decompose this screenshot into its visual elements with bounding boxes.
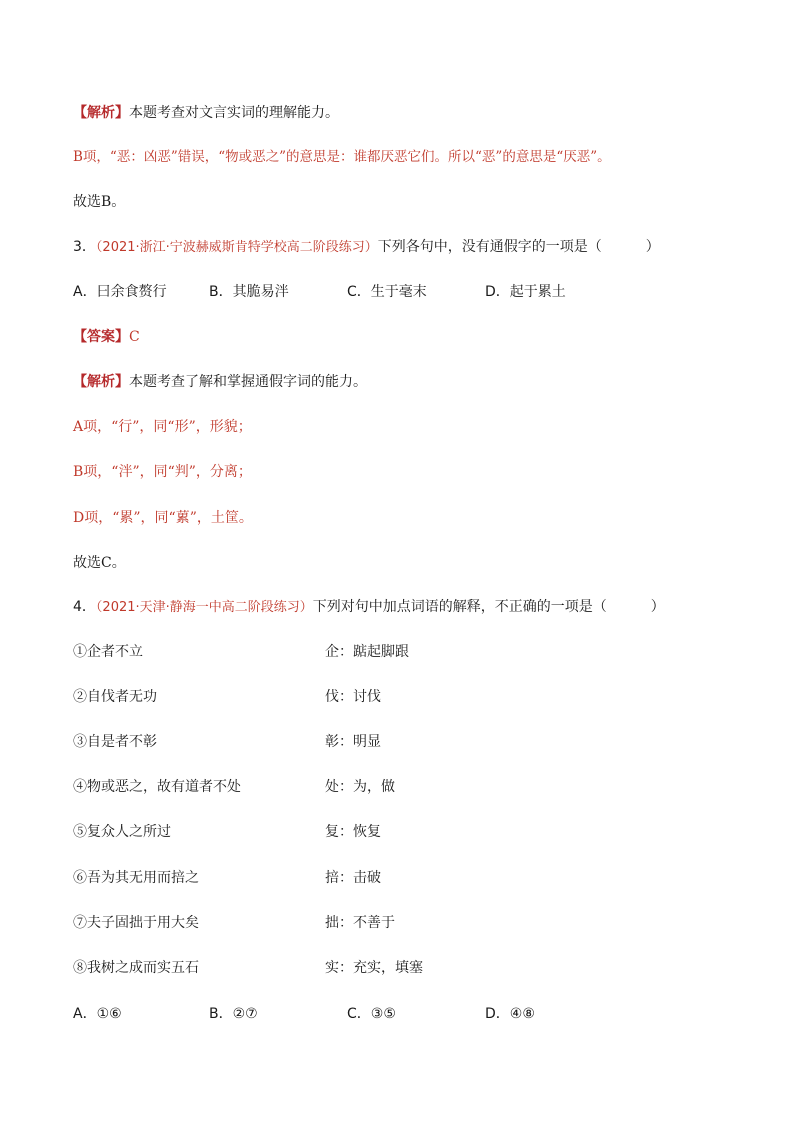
q4-item-sentence: ④物或恶之，故有道者不处 <box>73 779 241 795</box>
question-3-source: （2021·浙江·宁波赫威斯肯特学校高二阶段练习） <box>95 240 378 255</box>
q4-item-gloss: 彰：明显 <box>325 734 381 750</box>
q4-item-sentence: ②自伐者无功 <box>73 689 157 705</box>
q4-item-sentence: ①企者不立 <box>73 644 143 660</box>
q3-analysis-line <box>73 372 367 392</box>
question-3-number: 3． <box>73 239 96 255</box>
q3-analysis-tag: 【解析】 <box>73 374 129 390</box>
q4-item-gloss: 拙：不善于 <box>325 915 395 931</box>
question-4-text: 下列对句中加点词语的解释，不正确的一项是（ <box>312 599 607 615</box>
q4-item-sentence: ⑥吾为其无用而掊之 <box>73 870 199 886</box>
q4-item-gloss: 企：踮起脚跟 <box>325 644 409 660</box>
answer-tag: 【答案】 <box>73 329 129 345</box>
q4-option-a: A．①⑥ <box>73 1006 122 1022</box>
answer-line <box>73 327 140 347</box>
question-4-text-end: ） <box>650 599 665 615</box>
q4-option-d: D．④⑧ <box>485 1006 535 1022</box>
question-4-source: （2021·天津·静海一中高二阶段练习） <box>95 600 313 615</box>
analysis-conclusion: 故选B。 <box>73 194 126 210</box>
analysis-text: 本题考查对文言实词的理解能力。 <box>129 105 339 121</box>
q3-option-a: A．曰余食赘行 <box>73 284 167 300</box>
q4-item-gloss: 复：恢复 <box>325 824 381 840</box>
q4-item-gloss: 伐：讨伐 <box>325 689 381 705</box>
answer-value: C <box>129 329 140 345</box>
q3-option-d: D．起于累土 <box>485 284 566 300</box>
q3-option-c: C．生于毫末 <box>347 284 427 300</box>
question-3-text-end: ） <box>645 239 660 255</box>
question-3-stem <box>73 237 660 258</box>
q4-item-sentence: ③自是者不彰 <box>73 734 157 750</box>
question-4-stem <box>73 597 665 618</box>
q4-item-gloss: 实：充实，填塞 <box>325 960 423 976</box>
q4-item-sentence: ⑦夫子固拙于用大矣 <box>73 915 199 931</box>
q3-detail-d: D项，“累”，同“蔂”，土筐。 <box>73 510 253 526</box>
q3-detail-b: B项，“泮”，同“判”，分离； <box>73 464 252 480</box>
q3-detail-a: A项，“行”，同“形”，形貌； <box>73 419 252 435</box>
q3-conclusion: 故选C。 <box>73 555 126 571</box>
question-3-text: 下列各句中，没有通假字的一项是（ <box>377 239 602 255</box>
q3-option-b: B．其脆易泮 <box>209 284 289 300</box>
q4-item-gloss: 处：为，做 <box>325 779 395 795</box>
question-4-number: 4． <box>73 599 96 615</box>
analysis-tag: 【解析】 <box>73 105 129 121</box>
q4-option-b: B．②⑦ <box>209 1006 258 1022</box>
analysis-detail-b: B项，“恶：凶恶”错误，“物或恶之”的意思是：谁都厌恶它们。所以“恶”的意思是“厌恶”。 <box>73 149 611 165</box>
q4-option-c: C．③⑤ <box>347 1006 396 1022</box>
q4-item-gloss: 掊：击破 <box>325 870 381 886</box>
q4-item-sentence: ⑤复众人之所过 <box>73 824 171 840</box>
q3-analysis-text: 本题考查了解和掌握通假字词的能力。 <box>129 374 367 390</box>
analysis-line <box>73 103 339 123</box>
q4-item-sentence: ⑧我树之成而实五石 <box>73 960 199 976</box>
